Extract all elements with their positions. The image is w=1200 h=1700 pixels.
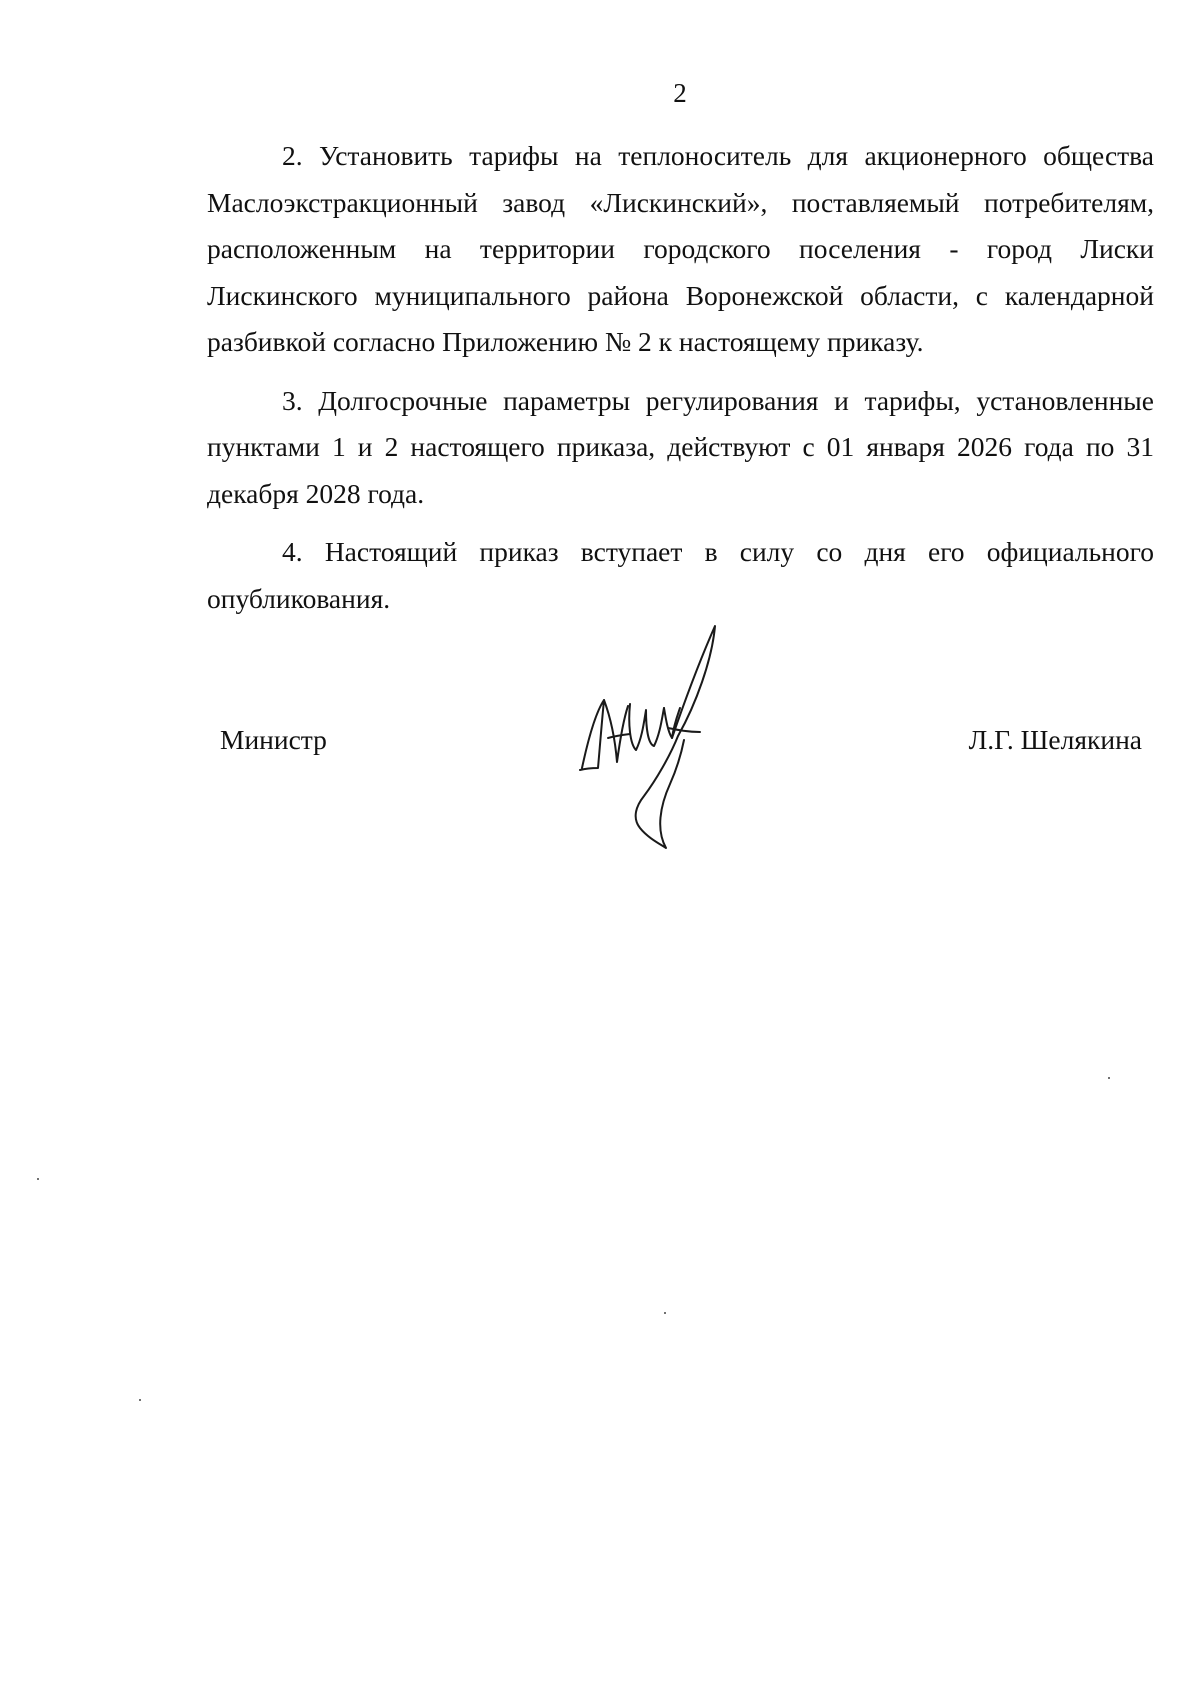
document-body [207,133,1154,634]
signatory-name: Л.Г. Шелякина [968,724,1142,755]
scan-speck [1108,1077,1110,1079]
paragraph-4: 4. Настоящий приказ вступает в силу со дня его официального опубликования. [207,536,1154,614]
page-number: 2 [673,78,687,108]
signatory-title: Министр [220,724,327,755]
handwritten-signature [560,620,750,860]
scan-speck [664,1312,666,1314]
scan-speck [37,1178,39,1180]
scan-speck [139,1399,141,1401]
paragraph-2: 2. Установить тарифы на теплоноситель для акционерного общества Маслоэкстракционный завод «Лискинский», поставляемый потребителям, расположенным на территории городского поселения - город Лиски Лискинского муниципального района Воронежской области, с календарной разбивкой согласно Приложению № 2 к настоящему приказу. [207,140,1154,357]
paragraph-3: 3. Долгосрочные параметры регулирования и тарифы, установленные пунктами 1 и 2 настоящего приказа, действуют с 01 января 2026 года по 31 декабря 2028 года. [207,384,1154,509]
